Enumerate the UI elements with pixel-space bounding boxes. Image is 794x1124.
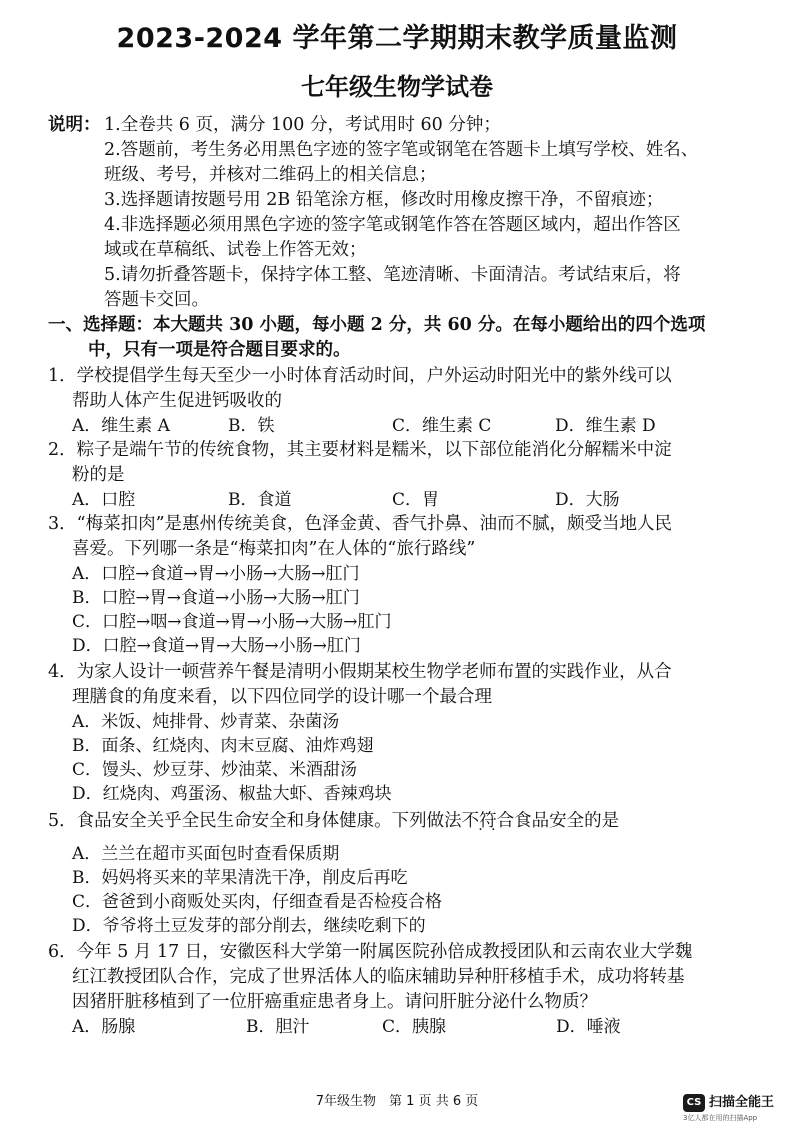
instruction-line: 3.选择题请按题号用 2B 铅笔涂方框，修改时用橡皮擦干净，不留痕迹； bbox=[104, 190, 664, 210]
option-c: C．爸爸到小商贩处买肉，仔细查看是否检疫合格 bbox=[72, 892, 443, 912]
instruction-line: 2.答题前，考生务必用黑色字迹的签字笔或钢笔在答题卡上填写学校、姓名、 bbox=[104, 140, 699, 160]
question-stem: 3．“梅菜扣肉”是惠州传统美食，色泽金黄、香气扑鼻、油而不腻，颇受当地人民 bbox=[48, 514, 673, 534]
option-b: B．胆汁 bbox=[246, 1017, 310, 1037]
option-b: B．食道 bbox=[228, 490, 292, 510]
exam-title: 2023-2024 学年第二学期期末教学质量监测 bbox=[116, 23, 678, 54]
stem-text: 5．食品安全关乎全民生命安全和身体健康。下列做法 bbox=[48, 811, 462, 831]
scanner-watermark bbox=[683, 1094, 793, 1122]
stem-text: 食品安全的是 bbox=[514, 811, 620, 831]
option-b: B．妈妈将买来的苹果清洗干净，削皮后再吃 bbox=[72, 868, 408, 888]
question-stem bbox=[48, 809, 619, 833]
option-c: C．维生素 C bbox=[392, 416, 492, 436]
option-d: D．唾液 bbox=[556, 1017, 621, 1037]
option-a: A．米饭、炖排骨、炒青菜、杂菌汤 bbox=[72, 712, 340, 732]
question-stem: 因猪肝脏移植到了一位肝癌重症患者身上。请问肝脏分泌什么物质？ bbox=[72, 992, 597, 1012]
instructions-label: 说明： bbox=[48, 115, 101, 135]
instruction-line: 班级、考号，并核对二维码上的相关信息； bbox=[104, 165, 437, 185]
option-a: A．肠腺 bbox=[72, 1017, 136, 1037]
question-stem: 4．为家人设计一顿营养午餐是清明小假期某校生物学老师布置的实践作业，从合 bbox=[48, 662, 672, 682]
section-title: 一、选择题：本大题共 30 小题，每小题 2 分，共 60 分。在每小题给出的四个选项 bbox=[48, 315, 706, 335]
option-a: A．口腔→食道→胃→小肠→大肠→肛门 bbox=[72, 564, 360, 584]
option-b: B．口腔→胃→食道→小肠→大肠→肛门 bbox=[72, 588, 360, 608]
option-c: C．口腔→咽→食道→胃→小肠→大肠→肛门 bbox=[72, 612, 392, 632]
option-c: C．胃 bbox=[392, 490, 440, 510]
instruction-line: 1.全卷共 6 页，满分 100 分，考试用时 60 分钟； bbox=[104, 115, 501, 135]
option-c: C．馒头、炒豆芽、炒油菜、米酒甜汤 bbox=[72, 760, 358, 780]
question-stem: 红江教授团队合作，完成了世界活体人的临床辅助异种肝移植手术，成功将转基 bbox=[72, 967, 685, 987]
option-d: D．口腔→食道→胃→大肠→小肠→肛门 bbox=[72, 636, 361, 656]
camscanner-logo-icon: CS bbox=[683, 1094, 705, 1112]
section-title-cont: 中，只有一项是符合题目要求的。 bbox=[88, 340, 351, 360]
question-stem: 理膳食的角度来看，以下四位同学的设计哪一个最合理 bbox=[72, 687, 492, 707]
watermark-title: 扫描全能王 bbox=[709, 1095, 775, 1110]
page-footer: 7年级生物 第 1 页 共 6 页 bbox=[315, 1094, 479, 1109]
question-stem: 帮助人体产生促进钙吸收的 bbox=[72, 391, 282, 411]
question-stem: 2．粽子是端午节的传统食物，其主要材料是糯米，以下部位能消化分解糯米中淀 bbox=[48, 440, 672, 460]
option-a: A．口腔 bbox=[72, 490, 136, 510]
option-a: A．兰兰在超市买面包时查看保质期 bbox=[72, 844, 340, 864]
option-a: A．维生素 A bbox=[72, 416, 170, 436]
option-b: B．铁 bbox=[228, 416, 275, 436]
option-d: D．爷爷将土豆发芽的部分削去，继续吃剩下的 bbox=[72, 916, 426, 936]
option-d: D．红烧肉、鸡蛋汤、椒盐大虾、香辣鸡块 bbox=[72, 784, 392, 804]
exam-subtitle: 七年级生物学试卷 bbox=[301, 73, 493, 101]
option-d: D．大肠 bbox=[555, 490, 620, 510]
emphasis-text: 不符合 · · bbox=[462, 811, 515, 831]
question-stem: 粉的是 bbox=[72, 465, 125, 485]
instruction-line: 答题卡交回。 bbox=[104, 290, 209, 310]
instruction-line: 域或在草稿纸、试卷上作答无效； bbox=[104, 240, 367, 260]
option-d: D．维生素 D bbox=[555, 416, 656, 436]
question-stem: 6．今年 5 月 17 日，安徽医科大学第一附属医院孙倍成教授团队和云南农业大学魏 bbox=[48, 942, 693, 962]
option-b: B．面条、红烧肉、肉末豆腐、油炸鸡翅 bbox=[72, 736, 374, 756]
instruction-line: 5.请勿折叠答题卡，保持字体工整、笔迹清晰、卡面清洁。考试结束后，将 bbox=[104, 265, 681, 285]
question-stem: 喜爱。下列哪一条是“梅菜扣肉”在人体的“旅行路线” bbox=[72, 539, 476, 559]
instruction-line: 4.非选择题必须用黑色字迹的签字笔或钢笔作答在答题区域内，超出作答区 bbox=[104, 215, 681, 235]
option-c: C．胰腺 bbox=[382, 1017, 447, 1037]
watermark-subtitle: 3亿人都在用的扫描App bbox=[683, 1114, 758, 1122]
question-stem: 1．学校提倡学生每天至少一小时体育活动时间，户外运动时阳光中的紫外线可以 bbox=[48, 366, 672, 386]
